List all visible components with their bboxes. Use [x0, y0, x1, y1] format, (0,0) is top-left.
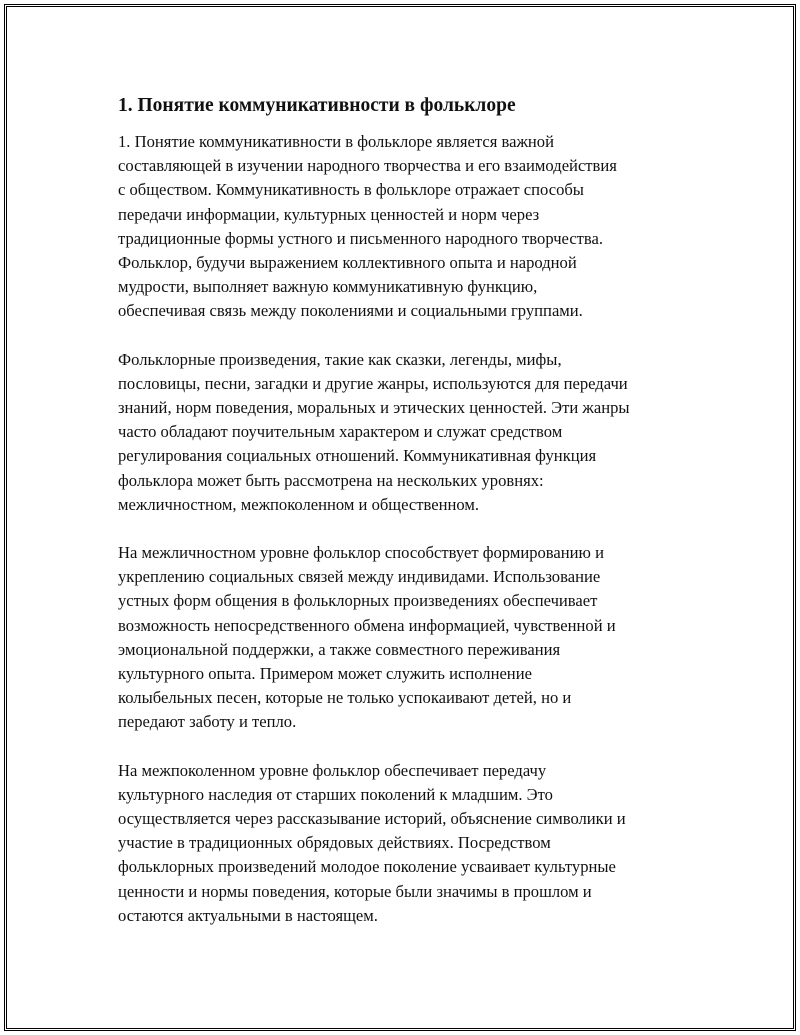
paragraph-4: На межпоколенном уровне фольклор обеспечивает передачу культурного наследия от старших поколений к младшим. Это осуществляется через рассказывание историй, объяснение символики и участие в традиционных обрядовых действиях. Посредством фольклорных произведений молодое поколение усваивает культурные ценности и нормы поведения, которые были значимы в прошлом и остаются актуальными в настоящем.	[118, 760, 626, 925]
paragraph-1: 1. Понятие коммуникативности в фольклоре является важной составляющей в изучении народного творчества и его взаимодействия с обществом. Коммуникативность в фольклоре отражает способы передачи информации, культурных ценностей и норм через традиционные формы устного и письменного народного творчества. Фольклор, будучи выражением коллективного опыта и народной мудрости, выполняет важную коммуникативную функцию, обеспечивая связь между поколениями и социальными группами.	[118, 132, 617, 321]
document-body	[118, 92, 693, 928]
paragraph-3: На межличностном уровне фольклор способствует формированию и укреплению социальных связей между индивидами. Использование устных форм общения в фольклорных произведениях обеспечивает возможность непосредственного обмена информацией, чувственной и эмоциональной поддержки, а также совместного переживания культурного опыта. Примером может служить исполнение колыбельных песен, которые не только успокаивают детей, но и передают заботу и тепло.	[118, 543, 616, 732]
document-title: 1. Понятие коммуникативности в фольклоре	[118, 95, 516, 116]
paragraph-2: Фольклорные произведения, такие как сказки, легенды, мифы, пословицы, песни, загадки и другие жанры, используются для передачи знаний, норм поведения, моральных и этических ценностей. Эти жанры часто обладают поучительным характером и служат средством регулирования социальных отношений. Коммуникативная функция фольклора может быть рассмотрена на нескольких уровнях: межличностном, межпоколенном и общественном.	[118, 349, 630, 514]
